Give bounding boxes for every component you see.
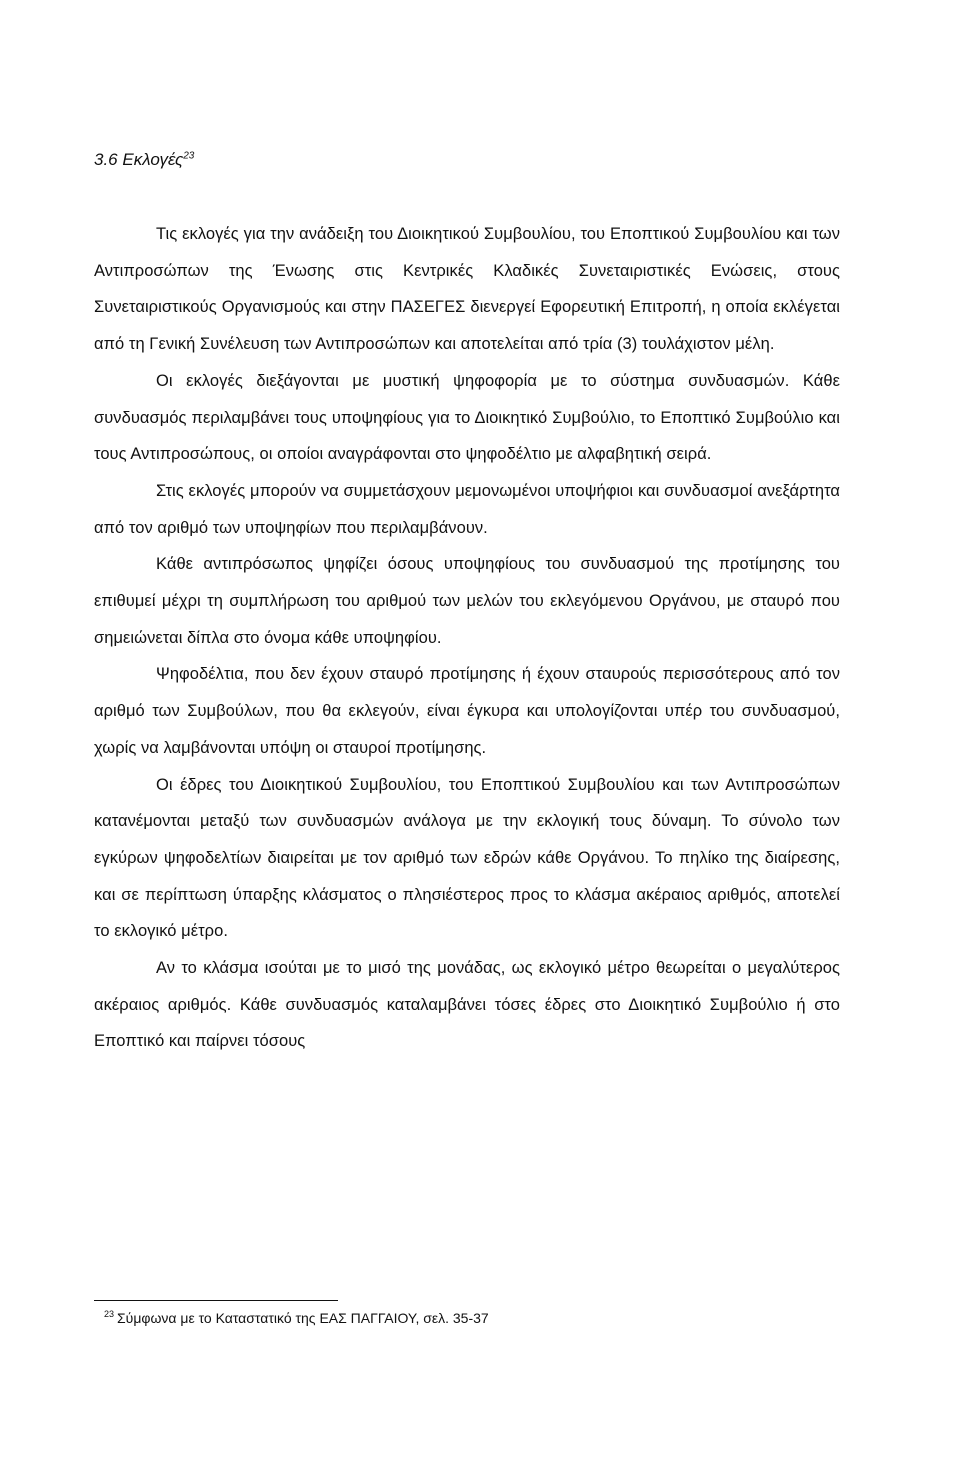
section-title: 3.6 Εκλογές [94,150,184,169]
paragraph-1: Τις εκλογές για την ανάδειξη του Διοικητικού Συμβουλίου, του Εποπτικού Συμβουλίου και των Αντιπροσώπων της Ένωσης στις Κεντρικές Κλαδικές Συνεταιριστικές Ενώσεις, στους Συνεταιριστικούς Οργανισμούς και στην ΠΑΣΕΓΕΣ διενεργεί Εφορευτική Επιτροπή, η οποία εκλέγεται από τη Γενική Συνέλευση των Αντιπροσώπων και αποτελείται από τρία (3) τουλάχιστον μέλη. [94,225,840,354]
paragraph-4: Κάθε αντιπρόσωπος ψηφίζει όσους υποψηφίους του συνδυασμού της προτίμησης του επιθυμεί μέχρι τη συμπλήρωση του αριθμού των μελών του εκλεγόμενου Οργάνου, με σταυρό που σημειώνεται δίπλα στο όνομα κάθε υποψηφίου. [94,555,840,647]
section-heading [94,148,840,172]
document-page [94,148,840,1060]
paragraph-3: Στις εκλογές μπορούν να συμμετάσχουν μεμονωμένοι υποψήφιοι και συνδυασμοί ανεξάρτητα από τον αριθμό των υποψηφίων που περιλαμβάνουν. [94,481,840,537]
paragraph-5: Ψηφοδέλτια, που δεν έχουν σταυρό προτίμησης ή έχουν σταυρούς περισσότερους από τον αριθμό των Συμβούλων, που θα εκλεγούν, είναι έγκυρα και υπολογίζονται υπέρ του συνδυασμού, χωρίς να λαμβάνονται υπόψη οι σταυροί προτίμησης. [94,665,840,757]
paragraph-2: Οι εκλογές διεξάγονται με μυστική ψηφοφορία με το σύστημα συνδυασμών. Κάθε συνδυασμός περιλαμβάνει τους υποψηφίους για το Διοικητικό Συμβούλιο, το Εποπτικό Συμβούλιο και τους Αντιπροσώπους, οι οποίοι αναγράφονται στο ψηφοδέλτιο με αλφαβητική σειρά. [94,371,840,464]
footnote-number: 23 [104,1309,115,1320]
footnote-text: Σύμφωνα με το Καταστατικό της ΕΑΣ ΠΑΓΓΑΙΟΥ, σελ. 35-37 [117,1310,489,1326]
footnote [104,1307,489,1329]
paragraph-6: Οι έδρες του Διοικητικού Συμβουλίου, του Εποπτικού Συμβουλίου και των Αντιπροσώπων κατανέμονται μεταξύ των συνδυασμών ανάλογα με την εκλογική τους δύναμη. Το σύνολο των εγκύρων ψηφοδελτίων διαιρείται με τον αριθμό των εδρών κάθε Οργάνου. Το πηλίκο της διαίρεσης, και σε περίπτωση ύπαρξης κλάσματος ο πλησιέστερος προς το κλάσμα ακέραιος αριθμός, αποτελεί το εκλογικό μέτρο. [94,775,840,941]
paragraph-7: Αν το κλάσμα ισούται με το μισό της μονάδας, ως εκλογικό μέτρο θεωρείται ο μεγαλύτερος ακέραιος αριθμός. Κάθε συνδυασμός καταλαμβάνει τόσες έδρες στο Διοικητικό Συμβούλιο ή στο Εποπτικό και παίρνει τόσους [94,959,840,1051]
footnote-reference: 23 [183,150,195,162]
footnote-separator [94,1300,338,1301]
